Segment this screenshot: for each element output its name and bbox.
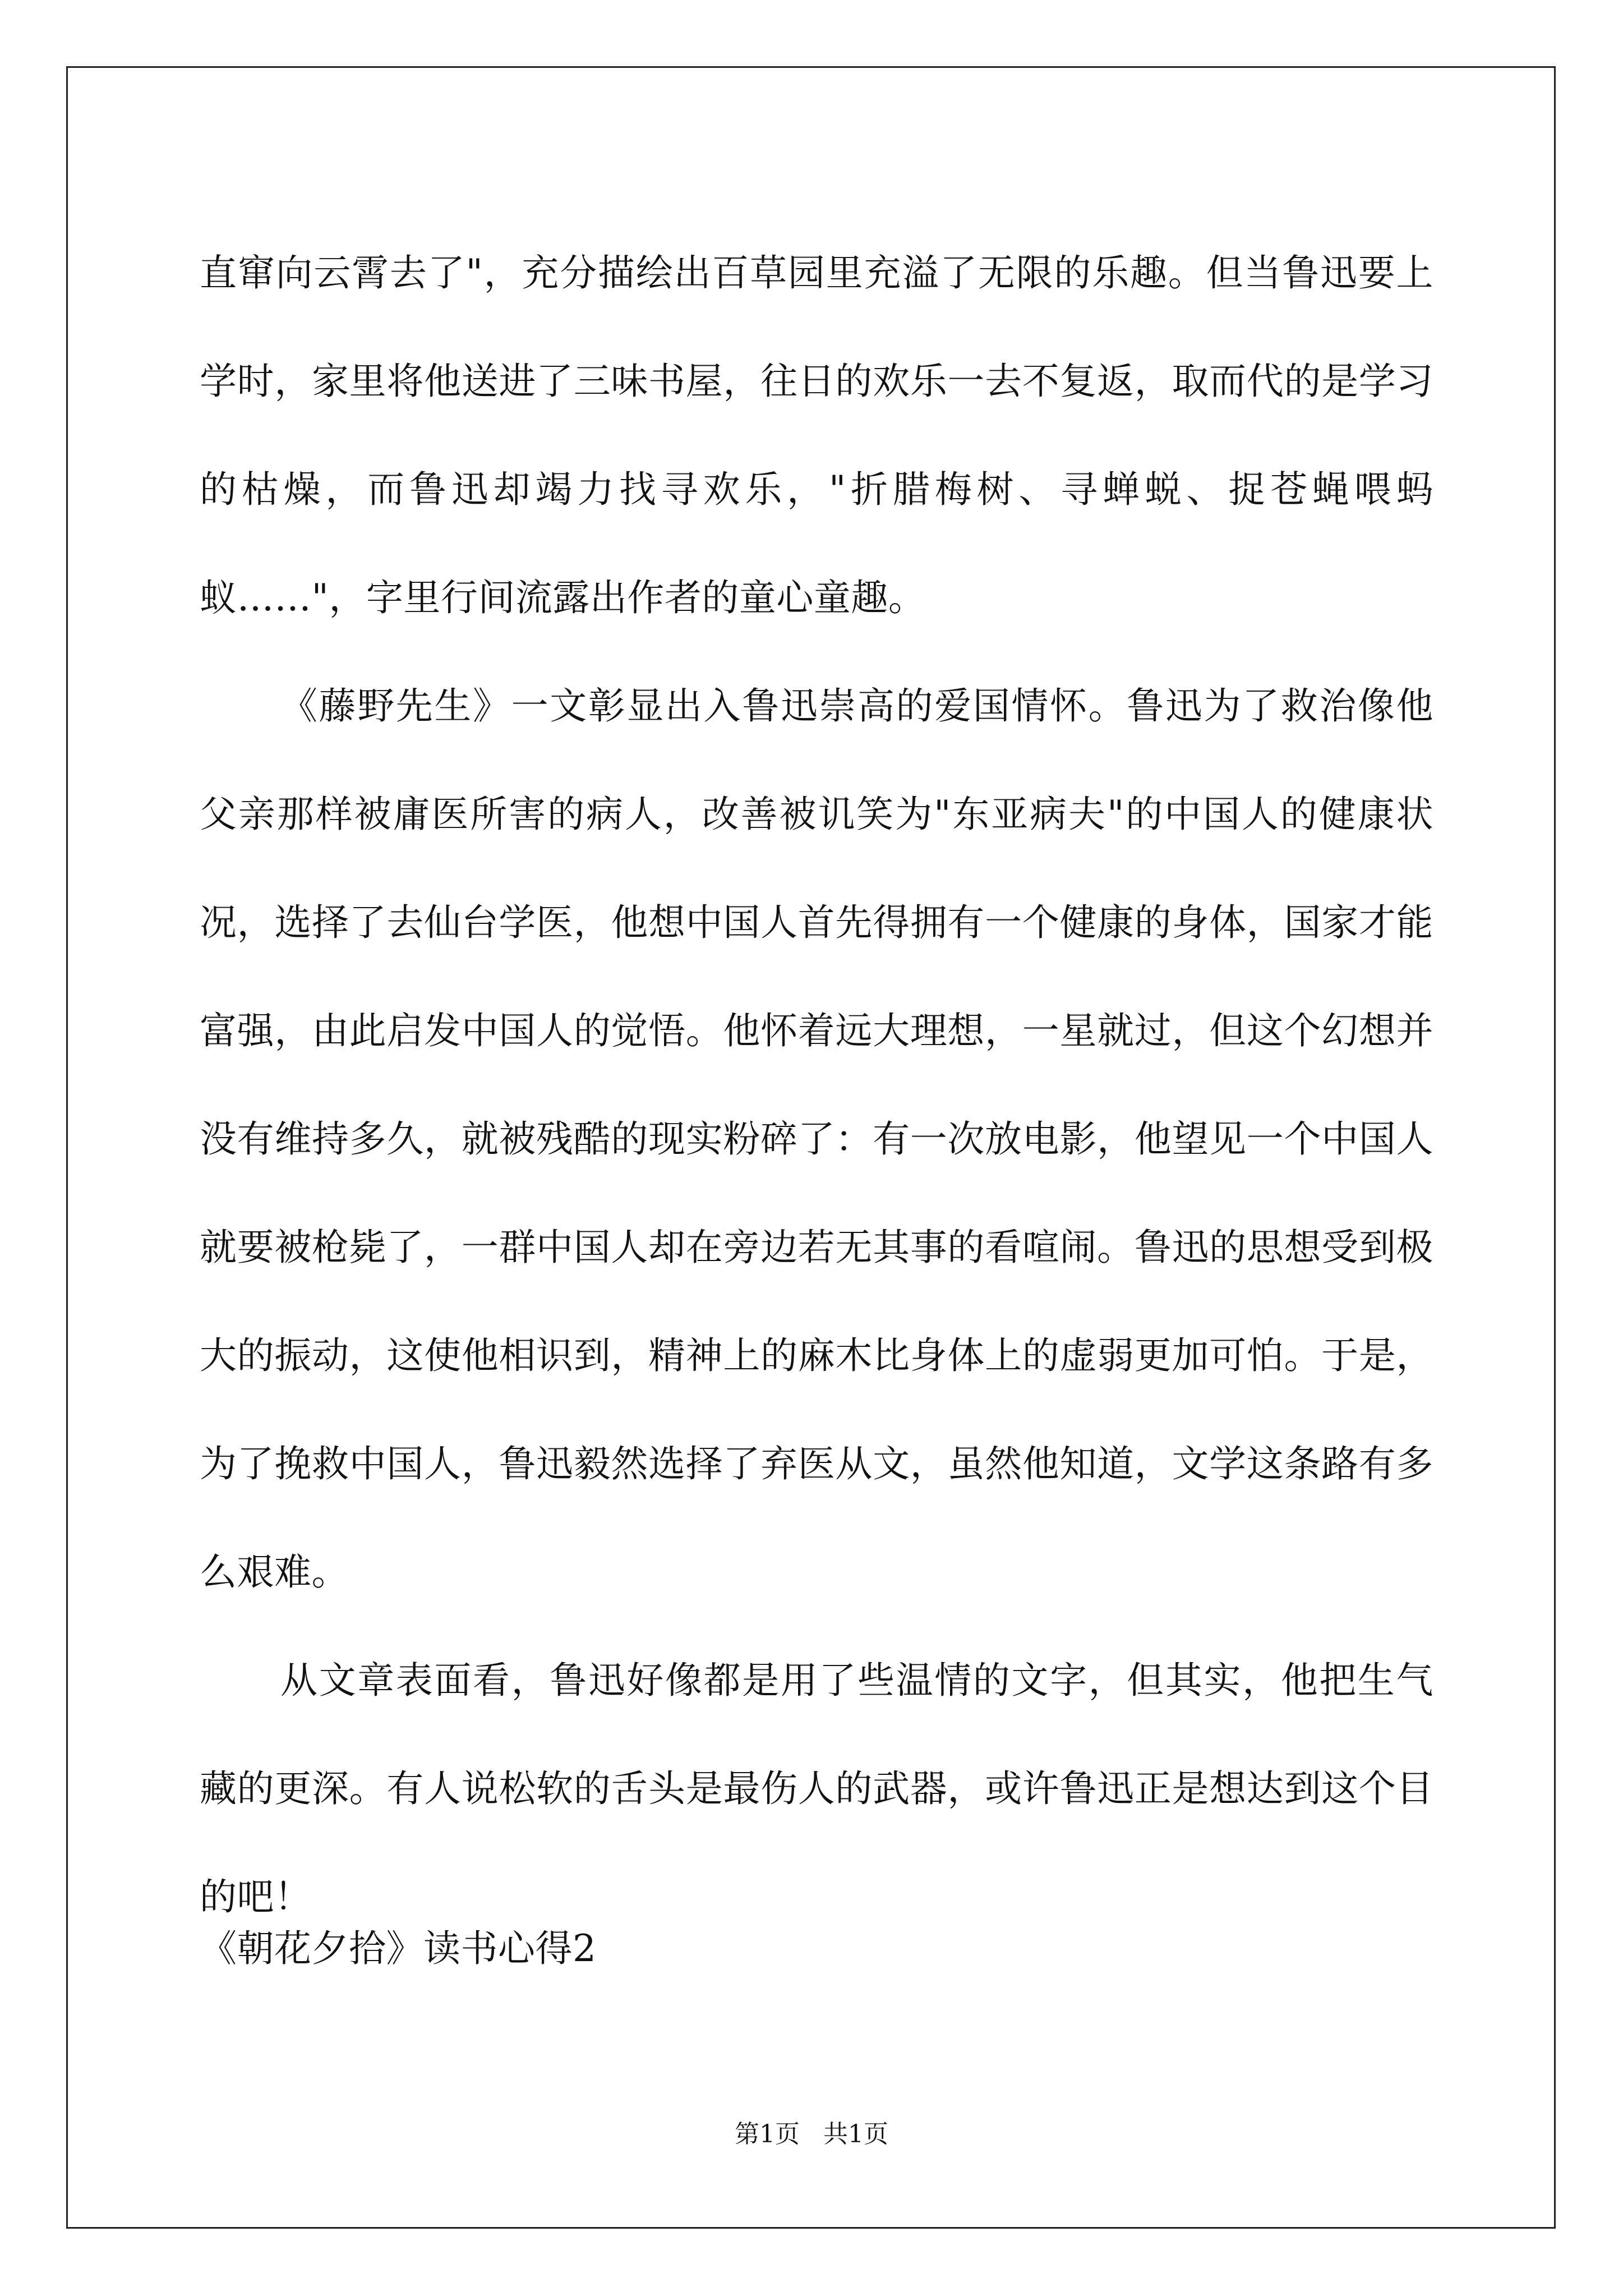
section-heading: 《朝花夕拾》读书心得2 [200, 1927, 597, 1970]
page-number-footer: 第1页 共1页 [735, 2120, 888, 2148]
paragraph-2: 《藤野先生》一文彰显出入鲁迅崇高的爱国情怀。鲁迅为了救治像他父亲那样被庸医所害的病人，改善被讥笑为"东亚病夫"的中国人的健康状况，选择了去仙台学医，他想中国人首先得拥有一个健康的身体，国家才能富强，由此启发中国人的觉悟。他怀着远大理想，一星就过，但这个幻想并没有维持多久，就被残酷的现实粉碎了：有一次放电影，他望见一个中国人就要被枪毙了，一群中国人却在旁边若无其事的看喧闹。鲁迅的思想受到极大的振动，这使他相识到，精神上的麻木比身体上的虚弱更加可怕。于是，为了挽救中国人，鲁迅毅然选择了弃医从文，虽然他知道，文学这条路有多么艰难。 [200, 684, 1433, 1594]
document-body [200, 219, 1433, 1951]
paragraph-3: 从文章表面看，鲁迅好像都是用了些温情的文字，但其实，他把生气藏的更深。有人说松软的舌头是最伤人的武器，或许鲁迅正是想达到这个目的吧！ [200, 1659, 1433, 1918]
paragraph-1: 直窜向云霄去了"，充分描绘出百草园里充溢了无限的乐趣。但当鲁迅要上学时，家里将他送进了三味书屋，往日的欢乐一去不复返，取而代的是学习的枯燥，而鲁迅却竭力找寻欢乐，"折腊梅树、寻蝉蜕、捉苍蝇喂蚂蚁……"，字里行间流露出作者的童心童趣。 [200, 251, 1433, 619]
